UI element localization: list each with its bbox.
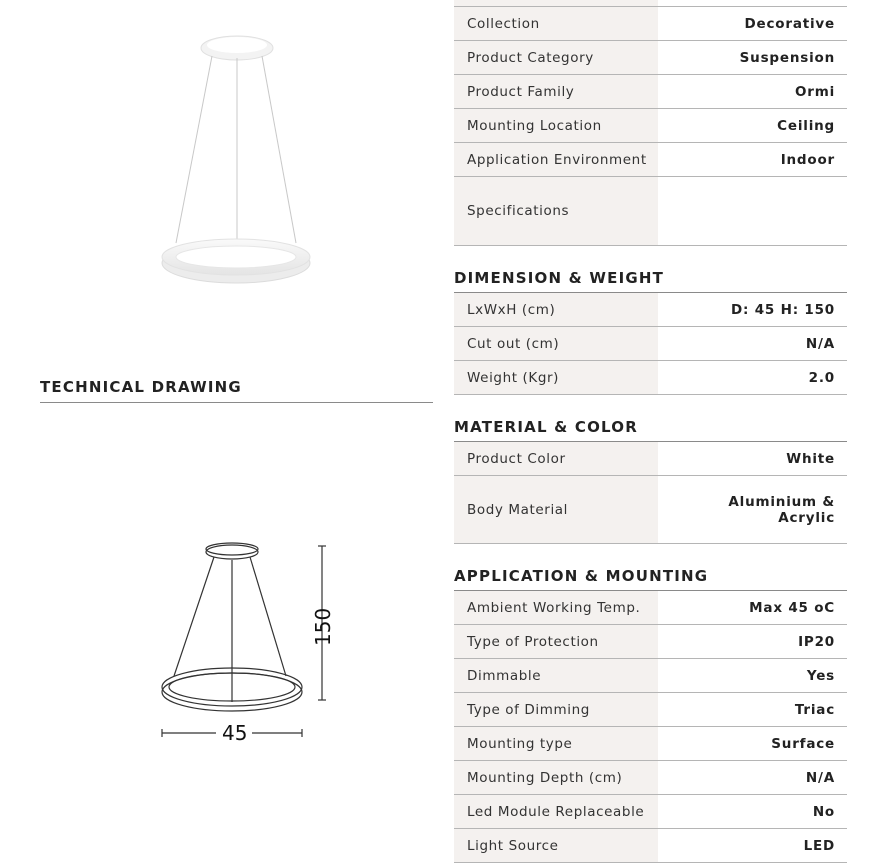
spec-row-cut-out	[454, 327, 847, 361]
spec-label: Light Source	[454, 829, 658, 862]
spec-label: Type of Protection	[454, 625, 658, 658]
spec-row-weight	[454, 361, 847, 395]
spec-label: Specifications	[454, 177, 658, 245]
spec-label: Body Material	[454, 476, 658, 543]
spec-row-mounting-type	[454, 727, 847, 761]
section-title-material-color: MATERIAL & COLOR	[454, 395, 847, 442]
spec-row-product-category	[454, 41, 847, 75]
spec-label: Application Environment	[454, 143, 658, 176]
spec-value: Suspension	[739, 49, 835, 66]
spec-row-light-source	[454, 829, 847, 863]
spec-row-ambient-temp	[454, 591, 847, 625]
spec-value	[658, 177, 847, 245]
section-title-application-mounting: APPLICATION & MOUNTING	[454, 544, 847, 591]
spec-row-product-color	[454, 442, 847, 476]
section-title-dimension-weight: DIMENSION & WEIGHT	[454, 246, 847, 293]
spec-value: Triac	[794, 701, 835, 718]
spec-label: Mounting Location	[454, 109, 658, 142]
spec-value: Decorative	[744, 15, 835, 32]
spec-value: IP20	[798, 633, 835, 650]
spec-row-product-family	[454, 75, 847, 109]
spec-value: Max 45 oC	[749, 599, 835, 616]
spec-label: Mounting Depth (cm)	[454, 761, 658, 794]
spec-value: No	[812, 803, 835, 820]
spec-row-application-environment	[454, 143, 847, 177]
spec-value: 2.0	[808, 369, 835, 386]
spec-label: Cut out (cm)	[454, 327, 658, 360]
spec-value: Ormi	[794, 83, 835, 100]
spec-label: Led Module Replaceable	[454, 795, 658, 828]
spec-label: LxWxH (cm)	[454, 293, 658, 326]
spec-row-dimming-type	[454, 693, 847, 727]
spec-value: D: 45 H: 150	[731, 301, 835, 318]
spec-label: Product Category	[454, 41, 658, 74]
spec-value: White	[786, 450, 835, 467]
spec-value: LED	[803, 837, 835, 854]
spec-row-mounting-location	[454, 109, 847, 143]
spec-label: Dimmable	[454, 659, 658, 692]
spec-label: Type of Dimming	[454, 693, 658, 726]
spec-value: Aluminium & Acrylic	[728, 493, 835, 526]
spec-label: Ambient Working Temp.	[454, 591, 658, 624]
spec-label: Mounting type	[454, 727, 658, 760]
spec-label: Collection	[454, 7, 658, 40]
specifications-table	[454, 0, 847, 863]
technical-drawing	[150, 538, 350, 748]
spec-row-body-material	[454, 476, 847, 544]
spec-label: Product Family	[454, 75, 658, 108]
spec-label: Product Color	[454, 442, 658, 475]
technical-drawing-title: TECHNICAL DRAWING	[40, 378, 433, 403]
spec-row-dimmable	[454, 659, 847, 693]
spec-value: N/A	[805, 769, 835, 786]
spec-label: Weight (Kgr)	[454, 361, 658, 394]
spec-value: Surface	[771, 735, 835, 752]
spec-value: Yes	[806, 667, 835, 684]
spec-row-led-replaceable	[454, 795, 847, 829]
diameter-label: 45	[222, 721, 248, 745]
table-top-edge	[454, 0, 847, 7]
spec-row-collection	[454, 7, 847, 41]
product-photo	[150, 28, 322, 288]
spec-value: Indoor	[780, 151, 835, 168]
spec-row-protection	[454, 625, 847, 659]
spec-row-specifications	[454, 177, 847, 246]
spec-value: Ceiling	[777, 117, 835, 134]
height-label: 150	[311, 607, 335, 646]
spec-value: N/A	[805, 335, 835, 352]
spec-row-lxwxh	[454, 293, 847, 327]
spec-row-mounting-depth	[454, 761, 847, 795]
